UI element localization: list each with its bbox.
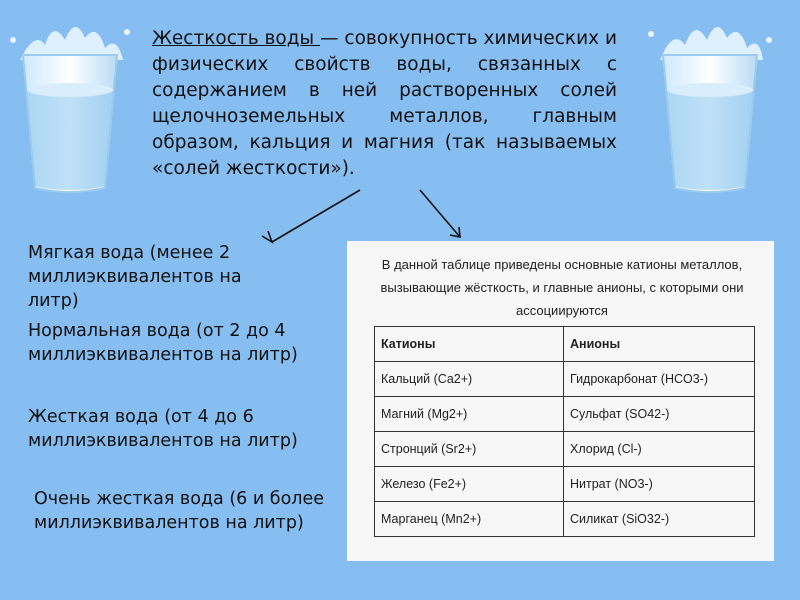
anion-cell: Гидрокарбонат (HCO3-) (564, 362, 755, 397)
table-header-row (375, 327, 755, 362)
header-cations: Катионы (375, 327, 564, 362)
bullet-normal-water: Нормальная вода (от 2 до 4 миллиэквивалентов на литр) (28, 321, 298, 365)
cation-cell: Марганец (Mn2+) (375, 502, 564, 537)
arrow-right-icon (420, 190, 460, 237)
cation-cell: Магний (Mg2+) (375, 397, 564, 432)
ion-table (374, 326, 755, 537)
ion-table-panel (347, 241, 774, 561)
water-glass-right-icon (645, 10, 775, 195)
table-row (375, 502, 755, 537)
cation-cell: Железо (Fe2+) (375, 467, 564, 502)
anion-cell: Силикат (SiO32-) (564, 502, 755, 537)
bullet-very-hard-water: Очень жесткая вода (6 и более миллиэквивалентов на литр) (34, 489, 325, 533)
definition-paragraph (152, 26, 617, 182)
definition-text: — совокупность химических и физических свойств воды, связанных с содержанием в ней растворенных солей щелочноземельных металлов, главным образом, кальция и магния (так называемых «солей жесткости»). (152, 28, 617, 179)
water-glass-left-icon (5, 10, 135, 195)
cation-cell: Кальций (Ca2+) (375, 362, 564, 397)
anion-cell: Хлорид (Cl-) (564, 432, 755, 467)
header-anions: Анионы (564, 327, 755, 362)
anion-cell: Нитрат (NO3-) (564, 467, 755, 502)
table-row (375, 432, 755, 467)
cation-cell: Стронций (Sr2+) (375, 432, 564, 467)
bullet-hard-water: Жесткая вода (от 4 до 6 миллиэквивалентов на литр) (28, 407, 298, 451)
bullet-soft-water: Мягкая вода (менее 2 миллиэквивалентов на литр) (28, 243, 242, 311)
table-row (375, 467, 755, 502)
table-caption: В данной таблице приведены основные катионы металлов, вызывающие жёсткость, и главные анионы, с которыми они ассоциируются (380, 257, 744, 318)
anion-cell: Сульфат (SO42-) (564, 397, 755, 432)
arrow-left-icon (262, 190, 360, 242)
table-row (375, 362, 755, 397)
definition-term: Жесткость воды (152, 28, 321, 49)
table-row (375, 397, 755, 432)
